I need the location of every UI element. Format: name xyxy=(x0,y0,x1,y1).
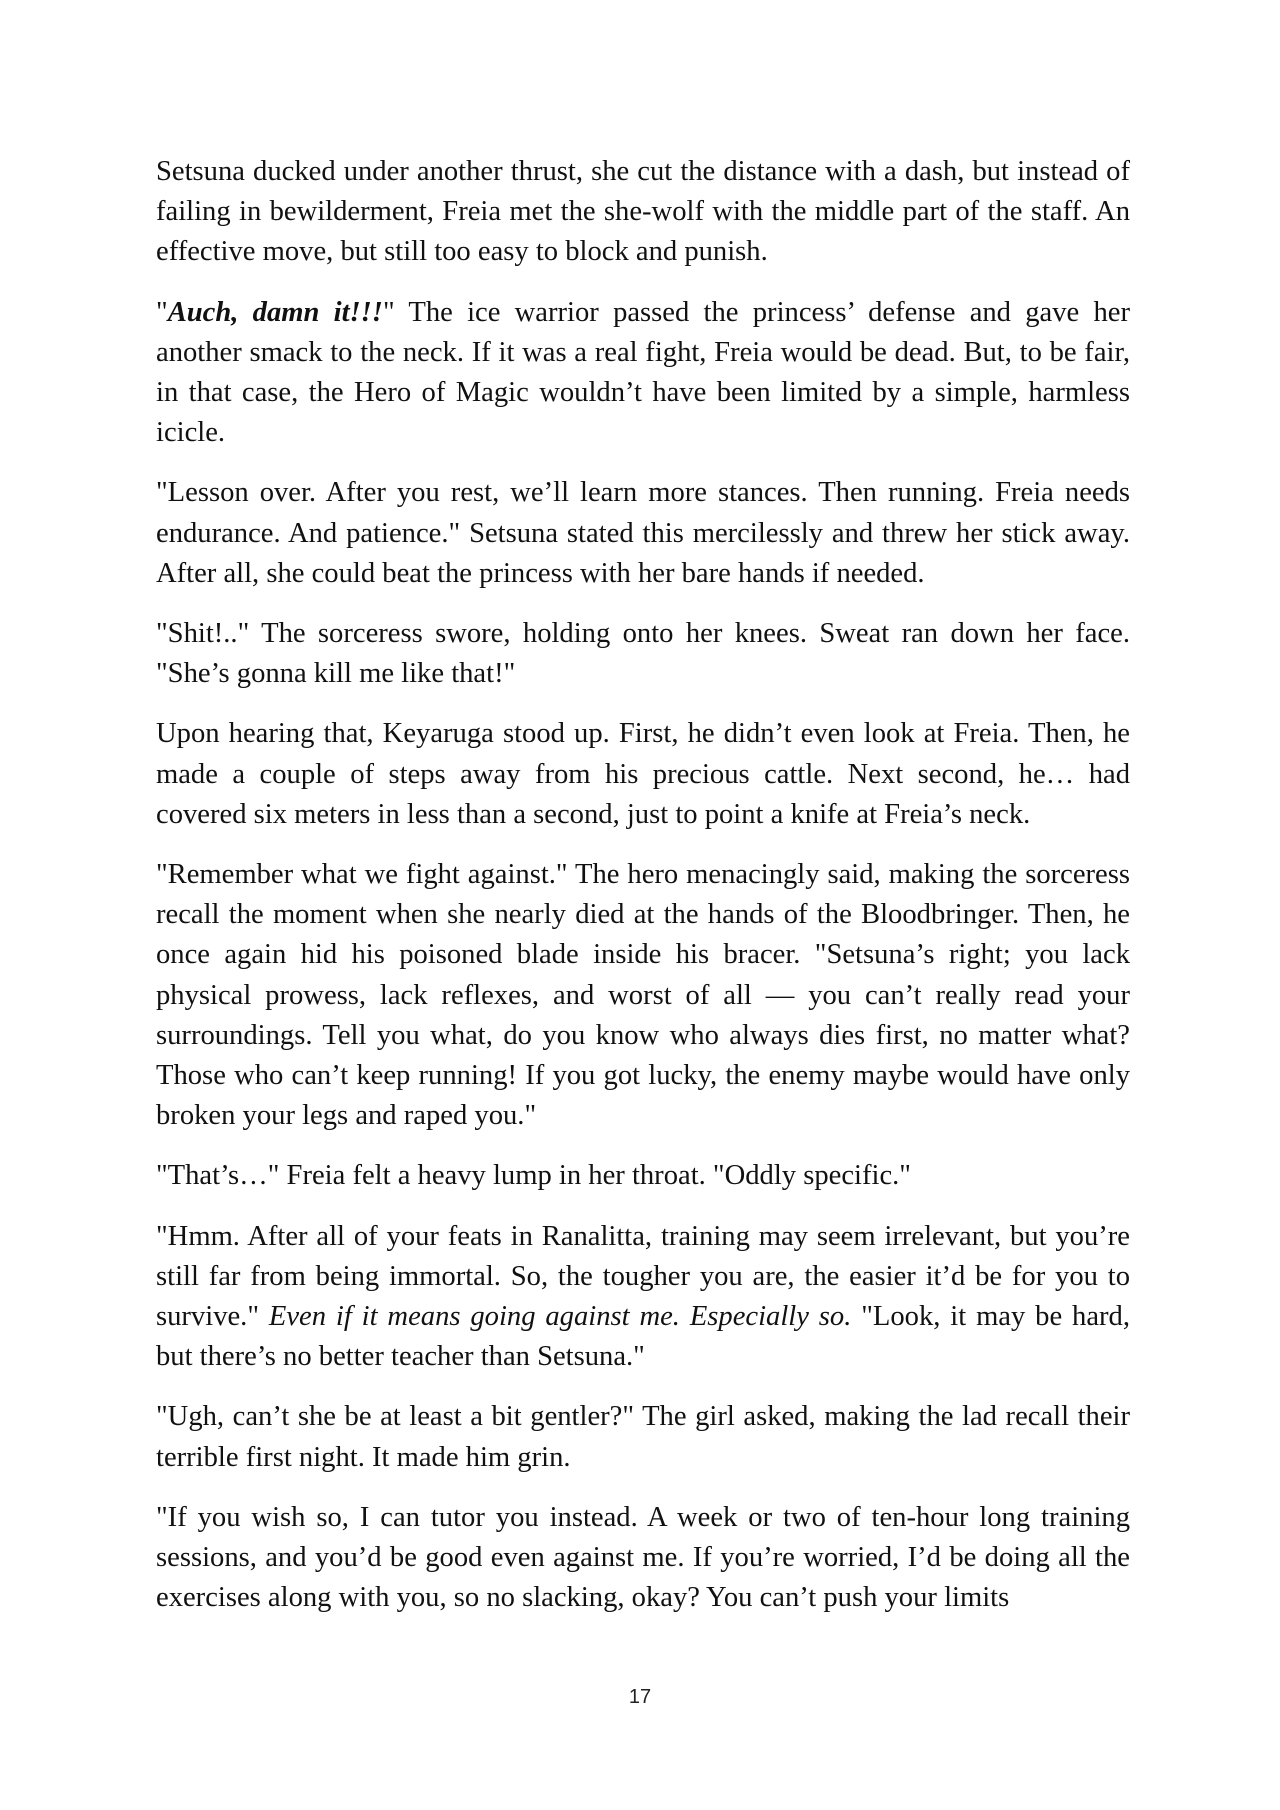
paragraph: Setsuna ducked under another thrust, she cut the distance with a dash, but instead of failing in bewilderment, Freia met the she-wolf with the middle part of the staff. An effective move, but still too easy to block and punish. xyxy=(156,156,1130,268)
paragraph: "If you wish so, I can tutor you instead. A week or two of ten-hour long training sessions, and you’d be good even against me. If you’re worried, I’d be doing all the exercises along with you, so no slacking, okay? You can’t push your limits xyxy=(156,1501,1130,1614)
emphasized-exclamation: Auch, damn it!!! xyxy=(167,296,383,328)
body-text xyxy=(156,152,1130,1619)
paragraph: "Remember what we fight against." The hero menacingly said, making the sorceress recall the moment when she nearly died at the hands of the Bloodbringer. Then, he once again hid his poisoned blade inside his bracer. "Setsuna’s right; you lack physical prowess, lack reflexes, and worst of all — you can’t really read your surroundings. Tell you what, do you know who always dies first, no matter what? Those who can’t keep running! If you got lucky, the enemy maybe would have only broken your legs and raped you." xyxy=(156,859,1130,1132)
paragraph: "Lesson over. After you rest, we’ll learn more stances. Then running. Freia needs endurance. And patience." Setsuna stated this mercilessly and threw her stick away. After all, she could beat the princess with her bare hands if needed. xyxy=(156,477,1130,589)
page-number: 17 xyxy=(628,1686,652,1708)
paragraph: "That’s…" Freia felt a heavy lump in her throat. "Oddly specific." xyxy=(156,1160,911,1192)
paragraph: "Shit!.." The sorceress swore, holding onto her knees. Sweat ran down her face. "She’s gonna kill me like that!" xyxy=(156,618,1130,690)
paragraph: "Auch, damn it!!!" The ice warrior passed the princess’ defense and gave her another smack to the neck. If it was a real fight, Freia would be dead. But, to be fair, in that case, the Hero of Magic wouldn’t have been limited by a simple, harmless icicle. xyxy=(156,296,1130,449)
inner-thought: Even if it means going against me. Especially so. xyxy=(268,1301,852,1333)
paragraph: "Hmm. After all of your feats in Ranalitta, training may seem irrelevant, but you’re still far from being immortal. So, the tougher you are, the easier it’d be for you to survive." Even if it means going against me. Especially so. "Look, it may be hard, but there’s no better teacher than Setsuna." xyxy=(156,1220,1130,1373)
paragraph: "Ugh, can’t she be at least a bit gentler?" The girl asked, making the lad recall their terrible first night. It made him grin. xyxy=(156,1401,1130,1473)
paragraph: Upon hearing that, Keyaruga stood up. First, he didn’t even look at Freia. Then, he made a couple of steps away from his precious cattle. Next second, he… had covered six meters in less than a second, just to point a knife at Freia’s neck. xyxy=(156,718,1130,830)
